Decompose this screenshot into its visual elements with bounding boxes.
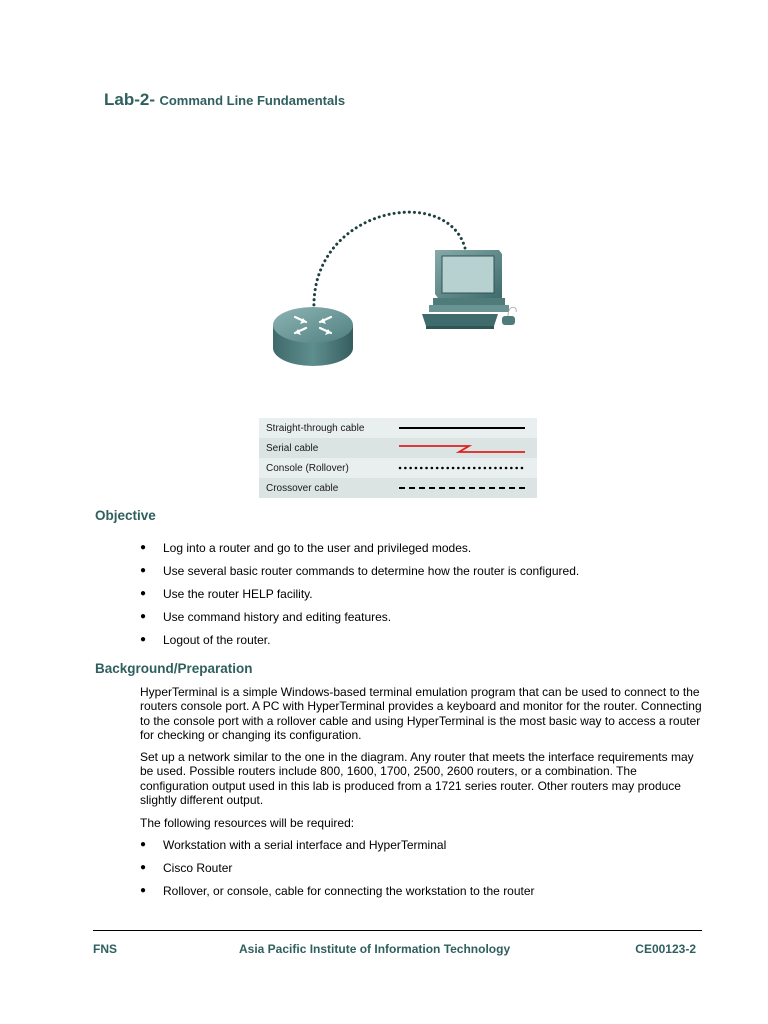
objective-heading: Objective bbox=[95, 508, 156, 523]
footer-center: Asia Pacific Institute of Information Technology bbox=[239, 942, 511, 956]
resources-intro: The following resources will be required: bbox=[140, 816, 355, 830]
background-paragraph: HyperTerminal is a simple Windows-based terminal emulation program that can be used to connect to the routers console port. A PC with HyperTerminal provides a keyboard and monitor for the router. Connecting to the console port with a rollover cable and using HyperTerminal is the most basic way to access a router for checking or changing its configuration. bbox=[140, 685, 702, 743]
legend-label: Straight-through cable bbox=[259, 418, 387, 438]
list-item: ● Use several basic router commands to determine how the router is configured. bbox=[140, 564, 580, 578]
list-item: ● Use the router HELP facility. bbox=[140, 587, 313, 601]
list-item: ● Workstation with a serial interface and HyperTerminal bbox=[140, 838, 447, 852]
router-icon bbox=[273, 307, 353, 366]
serial-line bbox=[387, 438, 537, 458]
lab-subtitle: Command Line Fundamentals bbox=[159, 93, 346, 108]
footer-right: CE00123-2 bbox=[635, 942, 696, 956]
console-rollover-line bbox=[387, 458, 537, 478]
footer-divider bbox=[93, 930, 702, 931]
list-item: ● Log into a router and go to the user and privileged modes. bbox=[140, 541, 472, 555]
legend-row bbox=[259, 458, 537, 478]
background-heading: Background/Preparation bbox=[95, 661, 253, 676]
straight-through-line bbox=[387, 418, 537, 438]
legend-row bbox=[259, 478, 537, 498]
workstation-icon bbox=[422, 250, 516, 329]
legend-row bbox=[259, 438, 537, 458]
cable-legend bbox=[259, 418, 537, 498]
legend-row bbox=[259, 418, 537, 438]
list-item: ● Logout of the router. bbox=[140, 633, 271, 647]
resources-list bbox=[140, 838, 535, 907]
network-diagram bbox=[262, 198, 542, 378]
footer-left: FNS bbox=[93, 942, 117, 956]
lab-number: Lab-2- bbox=[104, 90, 155, 109]
list-item: ● Rollover, or console, cable for connecting the workstation to the router bbox=[140, 884, 535, 898]
legend-label: Console (Rollover) bbox=[259, 458, 387, 478]
list-item: ● Use command history and editing features. bbox=[140, 610, 392, 624]
objective-list bbox=[140, 541, 579, 656]
list-item: ● Cisco Router bbox=[140, 861, 233, 875]
page-title bbox=[104, 90, 345, 110]
legend-label: Serial cable bbox=[259, 438, 387, 458]
legend-label: Crossover cable bbox=[259, 478, 387, 498]
setup-paragraph: Set up a network similar to the one in the diagram. Any router that meets the interface requirements may be used. Possible routers include 800, 1600, 1700, 2500, 2600 routers, or a combination. The configuration output used in this lab is produced from a 1721 series router. Other routers may produce slightly different output. bbox=[140, 750, 694, 808]
crossover-line bbox=[387, 478, 537, 498]
